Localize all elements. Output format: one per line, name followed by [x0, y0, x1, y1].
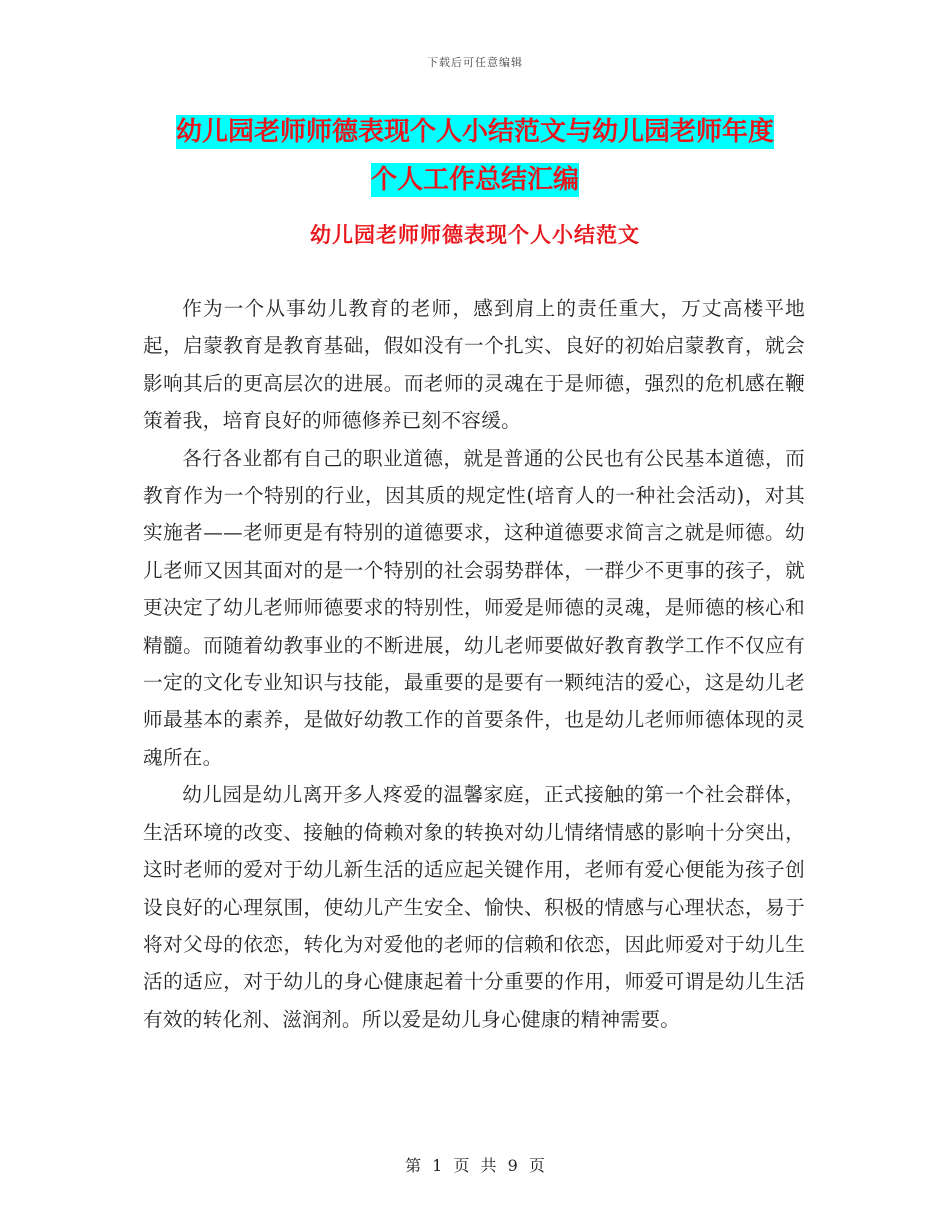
header-note: 下载后可任意编辑	[427, 56, 523, 69]
document-title	[130, 108, 820, 204]
page-number-footer: 第 1 页 共 9 页	[405, 1156, 545, 1175]
title-line-1: 幼儿园老师师德表现个人小结范文与幼儿园老师年度	[175, 117, 774, 147]
body-text	[143, 290, 805, 1038]
paragraph-3: 幼儿园是幼儿离开多人疼爱的温馨家庭，正式接触的第一个社会群体，生活环境的改变、接触的倚赖对象的转换对幼儿情绪情感的影响十分突出，这时老师的爱对于幼儿新生活的适应起关键作用，老师有爱心便能为孩子创设良好的心理氛围，使幼儿产生安全、愉快、积极的情感与心理状态，易于将对父母的依恋，转化为对爱他的老师的信赖和依恋，因此师爱对于幼儿生活的适应，对于幼儿的身心健康起着十分重要的作用，师爱可谓是幼儿生活有效的转化剂、滋润剂。所以爱是幼儿身心健康的精神需要。	[143, 783, 805, 1031]
paragraph-1: 作为一个从事幼儿教育的老师，感到肩上的责任重大，万丈高楼平地起，启蒙教育是教育基础，假如没有一个扎实、良好的初始启蒙教育，就会影响其后的更高层次的进展。而老师的灵魂在于是师德，强烈的危机感在鞭策着我，培育良好的师德修养已刻不容缓。	[143, 297, 805, 433]
section-title: 幼儿园老师师德表现个人小结范文	[310, 223, 640, 247]
title-line-2: 个人工作总结汇编	[370, 165, 579, 195]
paragraph-2: 各行各业都有自己的职业道德，就是普通的公民也有公民基本道德，而教育作为一个特别的行业，因其质的规定性(培育人的一种社会活动)，对其实施者——老师更是有特别的道德要求，这种道德要求简言之就是师德。幼儿老师又因其面对的是一个特别的社会弱势群体，一群少不更事的孩子，就更决定了幼儿老师师德要求的特别性，师爱是师德的灵魂，是师德的核心和精髓。而随着幼教事业的不断进展，幼儿老师要做好教育教学工作不仅应有一定的文化专业知识与技能，最重要的是要有一颗纯洁的爱心，这是幼儿老师最基本的素养，是做好幼教工作的首要条件，也是幼儿老师师德体现的灵魂所在。	[143, 446, 805, 769]
